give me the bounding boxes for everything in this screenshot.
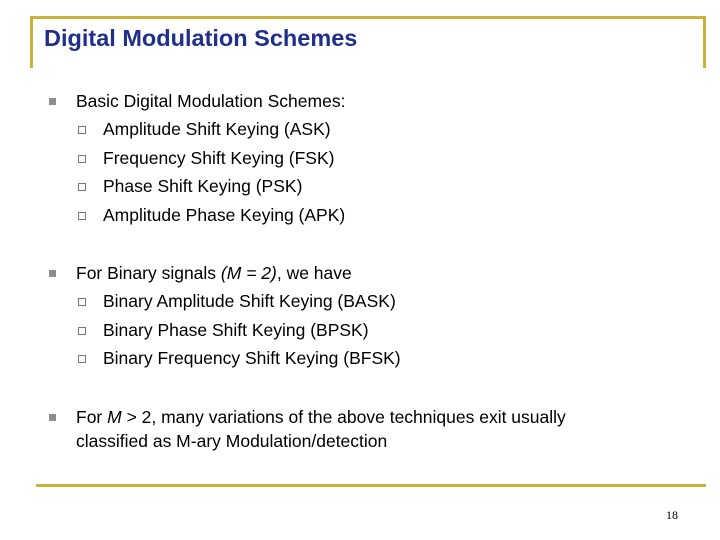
binary-text-prefix: For Binary signals bbox=[76, 263, 221, 283]
sub-bullet-text: Phase Shift Keying (PSK) bbox=[103, 176, 303, 196]
m-ary-text-suffix: > 2, many variations of the above techniques exit usually bbox=[121, 407, 566, 427]
square-bullet-icon bbox=[49, 270, 56, 277]
footer-rule bbox=[36, 484, 706, 487]
sub-bullet-text: Frequency Shift Keying (FSK) bbox=[103, 148, 335, 168]
hollow-square-bullet-icon bbox=[78, 355, 86, 363]
hollow-square-bullet-icon bbox=[78, 155, 86, 163]
bullet-text-binary-signals bbox=[76, 263, 352, 284]
hollow-square-bullet-icon bbox=[78, 327, 86, 335]
sub-bullet-text: Amplitude Shift Keying (ASK) bbox=[103, 119, 331, 139]
hollow-square-bullet-icon bbox=[78, 126, 86, 134]
sub-bullet-text: Binary Phase Shift Keying (BPSK) bbox=[103, 320, 369, 340]
binary-text-suffix: , we have bbox=[276, 263, 352, 283]
hollow-square-bullet-icon bbox=[78, 212, 86, 220]
slide-title: Digital Modulation Schemes bbox=[44, 25, 358, 51]
square-bullet-icon bbox=[49, 414, 56, 421]
m-ary-text-line-2: classified as M-ary Modulation/detection bbox=[76, 431, 388, 451]
sub-bullet-text: Binary Frequency Shift Keying (BFSK) bbox=[103, 348, 401, 368]
m-ary-text-m: M bbox=[107, 407, 122, 427]
binary-text-m-equals-2: (M = 2) bbox=[220, 263, 277, 283]
sub-bullet-text: Binary Amplitude Shift Keying (BASK) bbox=[103, 291, 396, 311]
hollow-square-bullet-icon bbox=[78, 183, 86, 191]
bullet-text-m-ary bbox=[76, 407, 566, 428]
bullet-text-basic-schemes: Basic Digital Modulation Schemes: bbox=[76, 91, 346, 111]
square-bullet-icon bbox=[49, 98, 56, 105]
page-number: 18 bbox=[666, 508, 678, 522]
hollow-square-bullet-icon bbox=[78, 298, 86, 306]
sub-bullet-text: Amplitude Phase Keying (APK) bbox=[103, 205, 346, 225]
m-ary-text-prefix: For bbox=[76, 407, 108, 427]
